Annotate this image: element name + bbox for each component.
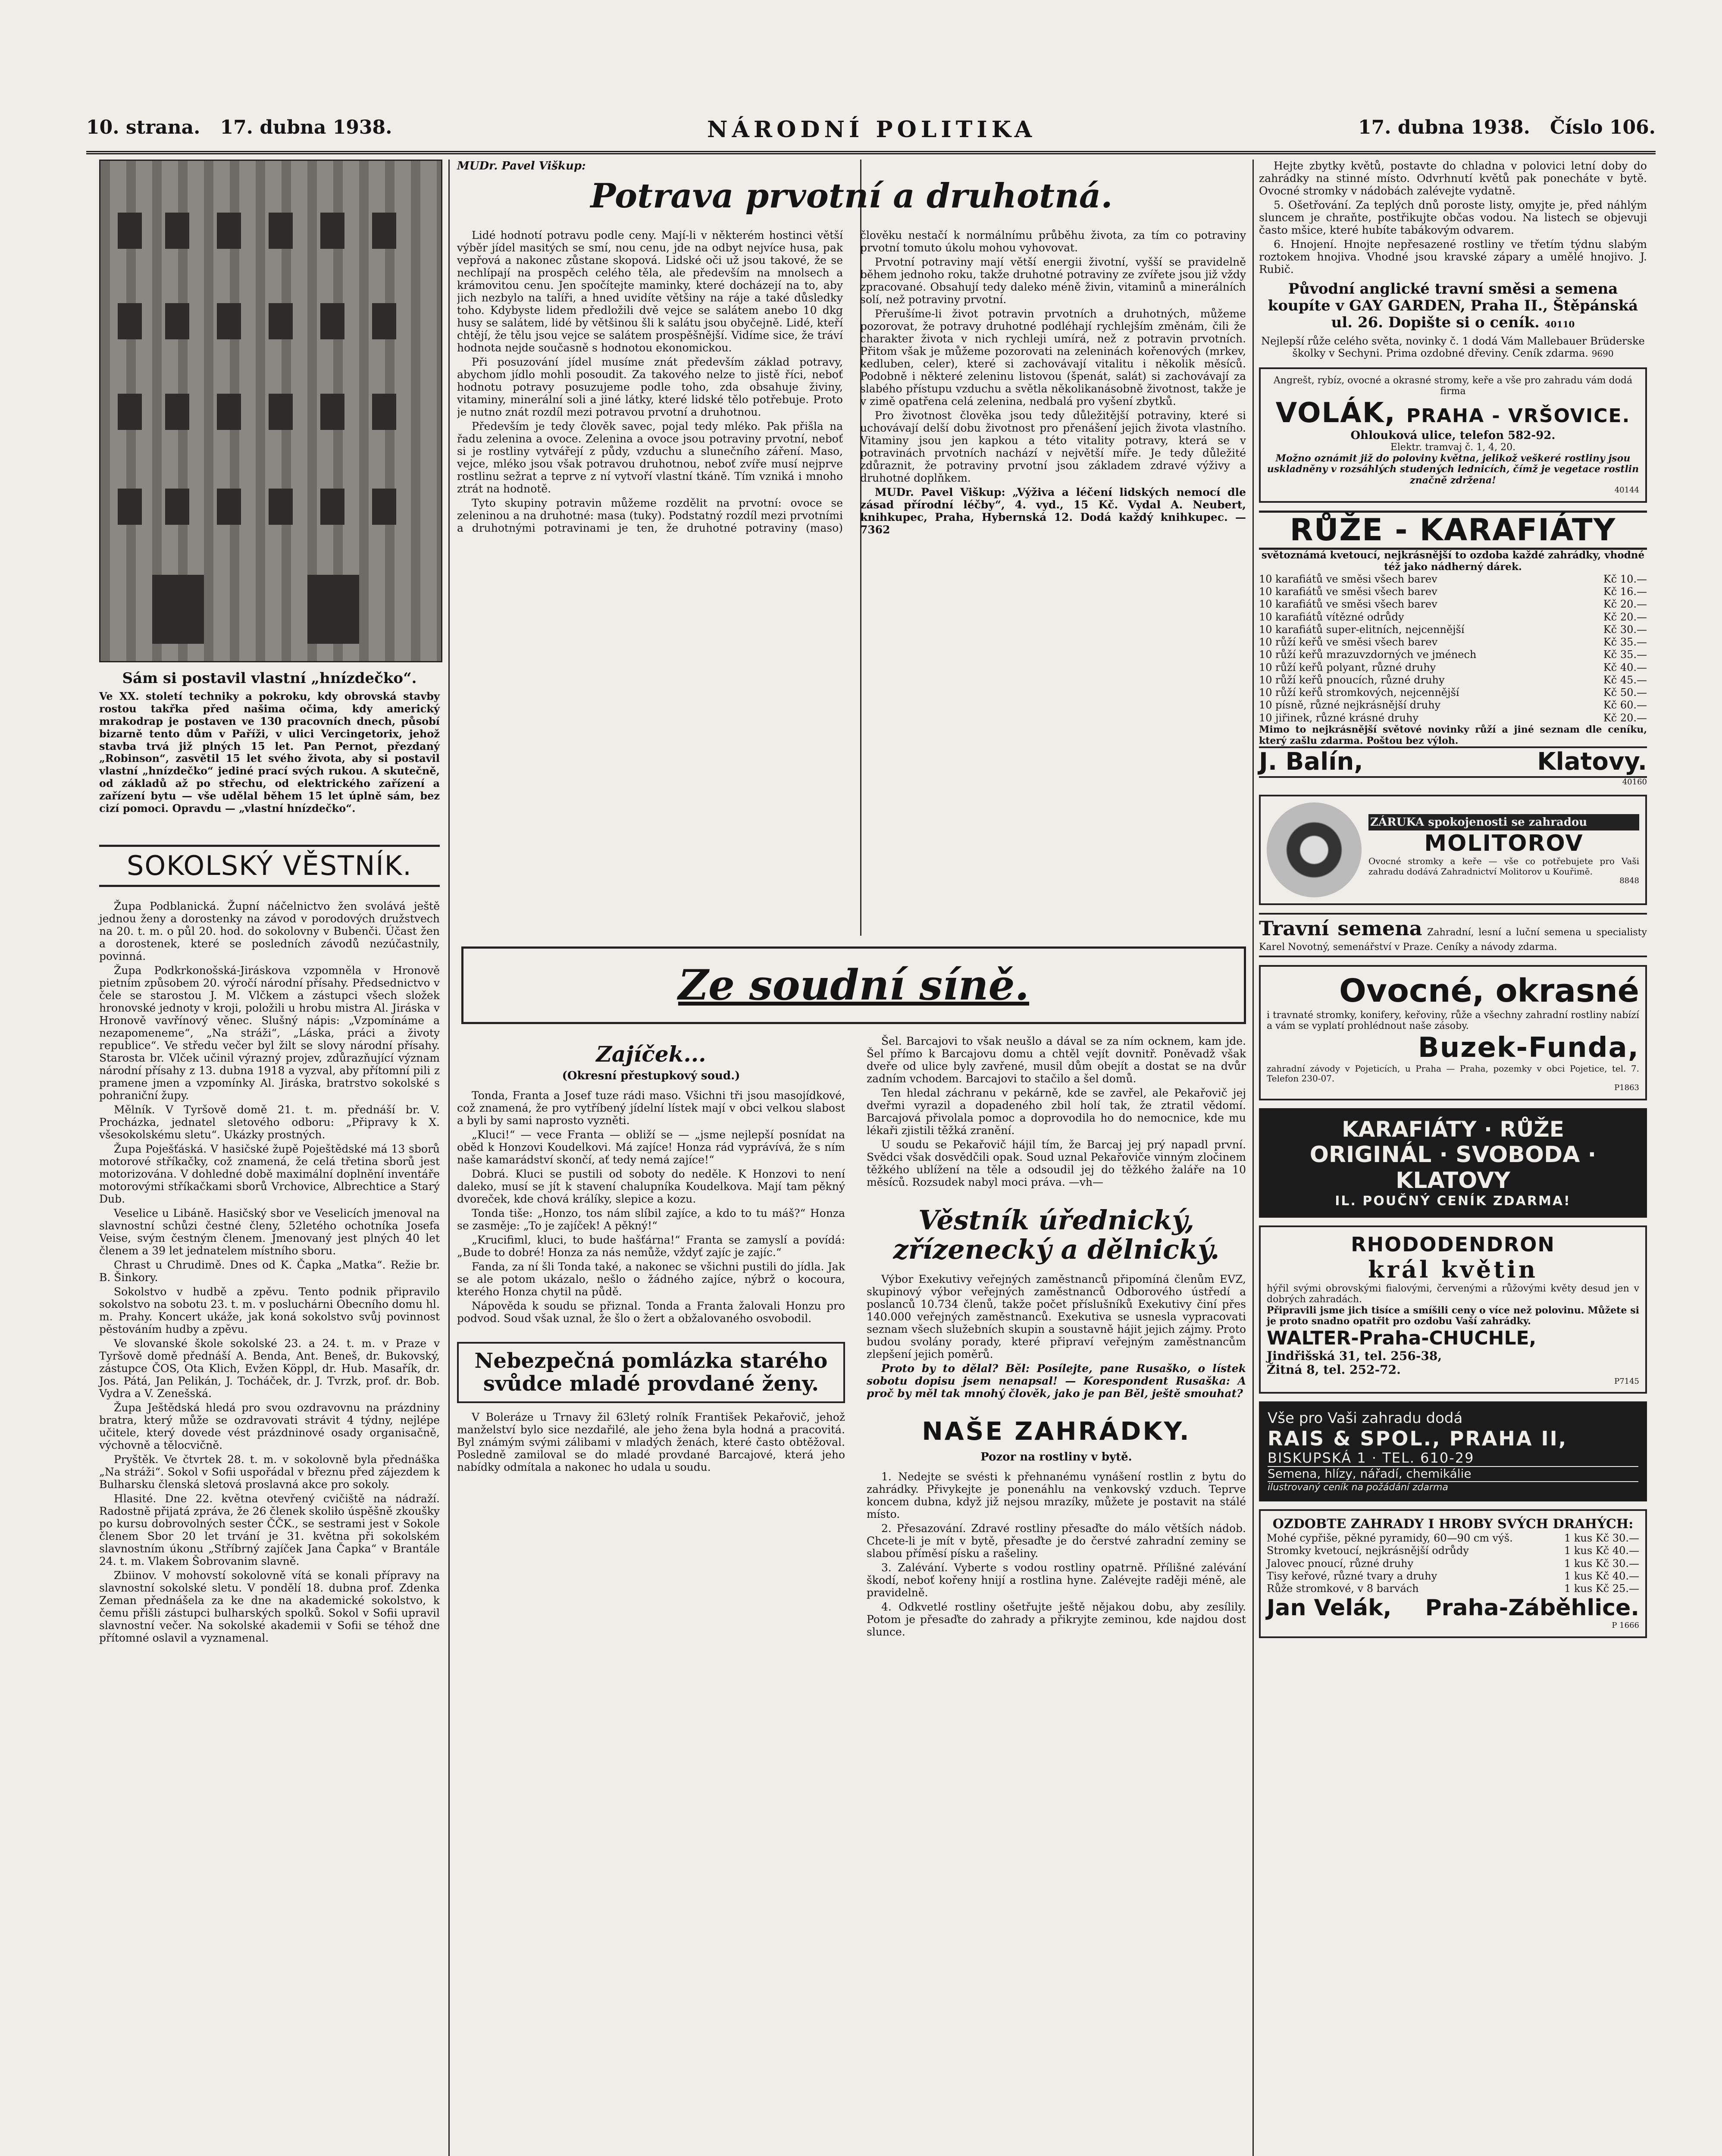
sokol-paragraph: Veselice u Libáně. Hasičský sbor ve Veselicích jmenoval na slavnostní schůzi čestné členy, 52letého ochotníka Josefa Veise, svým čestným členem. Jmenovaný jest plných 40 let členem a 39 let jednatelem místního sboru. bbox=[99, 1207, 440, 1257]
ad-balin-name: J. Balín, bbox=[1259, 748, 1363, 776]
velak-price-row bbox=[1267, 1583, 1639, 1595]
sokol-paragraph: Župa Podblanická. Župní náčelnictvo žen svolává ještě jednou ženy a dorostenky na závod v porodových družstvech na 20. t. m. o půl 20. hod. do sokolovny v Bubenči. Účast žen a dorostenek, které se posledních závodů nezúčastnily, povinná. bbox=[99, 900, 440, 963]
article-paragraph: Při posuzování jídel musíme znát především základ potravy, abychom jídlo mohli posoudit. Za takového nelze to jistě říci, neboť hodnotu potravy posuzujeme podle toho, zda obsahuje živiny, vitaminy, minerální soli a jiné látky, které lidské tělo potřebuje. Proto je nutno znát rozdíl mezi potravou prvotní a druhotnou. bbox=[457, 355, 843, 418]
ruze-price-row-label: 10 růží keřů pnoucích, různé druhy bbox=[1259, 674, 1445, 686]
ad-volak-intro: Angrešt, rybíz, ovocné a okrasné stromy, keře a vše pro zahradu vám dodá firma bbox=[1273, 375, 1633, 397]
velak-price-row-price: 1 kus Kč 40.— bbox=[1564, 1545, 1639, 1557]
ad-ruze-footer: Mimo to nejkrásnější světové novinky růží a jiné seznam dle ceníku, který zašlu zdarma. Poštou bez výloh. bbox=[1259, 724, 1647, 746]
masthead: NÁRODNÍ POLITIKA bbox=[707, 116, 1036, 143]
ad-ruze-subtitle: světoznámá kvetoucí, nejkrásnější to ozdoba každé zahrádky, vhodné též jako nádherný dárek. bbox=[1261, 549, 1645, 573]
column-divider bbox=[448, 160, 450, 2156]
ad-velak-name-line bbox=[1267, 1595, 1639, 1621]
sokol-paragraph: Župa Ještědská hledá pro svou ozdravovnu na prázdniny bratra, který může se ozdravovati strávit 4 týdny, nejlépe učitele, který dovede vést prázdninové osady organisačně, výchovně a tělocvičně. bbox=[99, 1401, 440, 1452]
ruze-price-row bbox=[1259, 661, 1647, 674]
sokol-paragraph: Hlasité. Dne 22. května otevřený cvičiště na nádraží. Radostně přijatá zpráva, že 26 členek skoliło úspěšně zkoušky po kursu dobrovolných sester ČČK., se sestrami jest v Sokole členem Sbor 20 let trvání je 31. května při sokolském slavnostním úkonu „Stříbrný zajíček Jana Čapka“ v Brantále 24. t. m. Vlakem Šobrovanim slavně. bbox=[99, 1492, 440, 1568]
ruze-price-row bbox=[1259, 598, 1647, 611]
garden-item: 3. Zalévání. Vyberte s vodou rostliny opatrně. Přílišné zalévání škodí, neboť kořeny hnijí a rostlina hyne. Zalévejte raději méně, ale pravidelně. bbox=[867, 1561, 1246, 1599]
ad-velak-name: Jan Velák, bbox=[1267, 1595, 1392, 1621]
ad-balin bbox=[1259, 746, 1647, 778]
ruze-price-row-label: 10 písně, různé nejkrásnější druhy bbox=[1259, 699, 1441, 711]
court-paragraph: Fanda, za ní šli Tonda také, a nakonec se všichni pustili do jídla. Jak se ale potom ukázalo, nešlo o žádného zajíce, nýbrž o kocoura, kterého Honza chytil na půdě. bbox=[457, 1260, 845, 1298]
page-header bbox=[86, 116, 1656, 151]
ad-walter-id: P7145 bbox=[1614, 1376, 1639, 1386]
sokol-paragraph: Ve slovanské škole sokolské 23. a 24. t. m. v Praze v Tyršově domě přednáší A. Benda, Ant. Beneš, dr. Bukovský, zástupce ČOS, Ota Klich, Evžen Köppl, dr. Hub. Masařík, dr. Jos. Pátá, Jan Pelikán, J. Tocháček, dr. J. Tvrzk, prof. dr. Bob. Vydra a V. Zenešská. bbox=[99, 1337, 440, 1400]
ruze-price-row bbox=[1259, 573, 1647, 586]
ruze-price-row-price: Kč 10.— bbox=[1603, 573, 1647, 585]
ad-buzek-text: zahradní závody v Pojeticích, u Praha — Praha, pozemky v obci Pojetice, tel. 7. Telefon 230-07. bbox=[1267, 1063, 1639, 1084]
ad-velak-pricelist bbox=[1267, 1532, 1639, 1595]
sokol-paragraph: Mělník. V Tyršově domě 21. t. m. přednáší br. V. Procházka, jednatel sletového odboru: „Připravy k X. všesokolskému sletu“. Ukázky prostných. bbox=[99, 1103, 440, 1141]
ad-travni-title: Travní semena bbox=[1259, 916, 1422, 940]
page-number bbox=[86, 116, 392, 138]
ad-rhodo-text: hýřil svými obrovskými fialovými, červenými a růžovými květy desud jen v dobrých zahradách. bbox=[1267, 1283, 1639, 1305]
ad-rais bbox=[1259, 1401, 1647, 1501]
ad-rhodo-subtitle: král květin bbox=[1368, 1255, 1538, 1283]
ad-molitorov-id: 8848 bbox=[1619, 876, 1639, 885]
ruze-price-row-price: Kč 20.— bbox=[1603, 711, 1647, 724]
ruze-price-row-price: Kč 60.— bbox=[1603, 699, 1647, 711]
date-right: 17. dubna 1938. bbox=[1358, 116, 1530, 138]
ruze-price-row-label: 10 růží keřů ve směsi všech barev bbox=[1259, 636, 1438, 649]
ad-rhodo-title: RHODODENDRON bbox=[1351, 1232, 1555, 1256]
photo-caption-text: Ve XX. století techniky a pokroku, kdy obrovská stavby rostou takřka před našima očima, kdy americký mrakodrap je postaven ve 130 pracovních dnech, působí bizarně tento dům v Paříži, v ulici Vercingetorix, jehož stavba trvá již plných 15 let. Pan Pernot, přezdaný „Robinson“, zasvětil 15 let svého života, aby si postavil vlastní „hnízdečko“ jediné prací svých rukou. A skutečně, od základů až po střechu, od elektrického zařízení a zařízení bytu — vše udělal během 15 let úplně sám, bez cizí pomoci. Opravdu — „vlastní hnízdečko“. bbox=[99, 690, 440, 815]
court-paragraph: Tonda, Franta a Josef tuze rádi maso. Všichni tři jsou masojídkové, což znamená, že pro vytříbený jídelní lístek mají v obci velkou slabost a byli by sami naprosto vyzněti. bbox=[457, 1089, 845, 1127]
ruze-price-row-label: 10 karafiátů ve směsi všech barev bbox=[1259, 586, 1437, 598]
ruze-price-row-price: Kč 50.— bbox=[1603, 686, 1647, 699]
sokol-paragraph: Sokolstvo v hudbě a zpěvu. Tento podnik připravilo sokolstvo na sobotu 23. t. m. v posluchárni Obecního domu hl. m. Prahy. Koncert ukáže, jak koná sokolstvo svůj povinnost pěstováním hudby a zpěvu. bbox=[99, 1285, 440, 1336]
ruze-price-row-label: 10 karafiátů ve směsi všech barev bbox=[1259, 573, 1437, 585]
header-right bbox=[1358, 116, 1656, 138]
ruze-price-row-price: Kč 20.— bbox=[1603, 611, 1647, 623]
ad-balin-id: 40160 bbox=[1622, 777, 1647, 787]
ruze-price-row-price: Kč 30.— bbox=[1603, 623, 1647, 636]
house-photo bbox=[99, 160, 442, 662]
column-4-ads bbox=[1259, 160, 1647, 1646]
ruze-price-row bbox=[1259, 624, 1647, 636]
ad-buzek-name: Buzek-Funda, bbox=[1418, 1031, 1639, 1064]
court-continuation: Šel. Barcajovi to však neušlo a dával se za ním ocknem, kam jde. Šel přímo k Barcajovu domu a chtěl vejít dovnitř. Poněvadž však dveře od ulice byly zavřené, musil dům obejít a dostat se na dvůr zadním vchodem. Barcajovi to stačilo a šel domů. bbox=[867, 1035, 1246, 1085]
velak-price-row-price: 1 kus Kč 30.— bbox=[1564, 1532, 1639, 1545]
article-paragraph: Prvotní potraviny mají větší energii životní, vyšší se pravidelně během jednoho roku, takže druhotné potraviny ze zvířete jsou již vždy zpracované. Obsahují tedy daleko méně živin, vitaminů a minerálních solí, než potraviny prvotní. bbox=[860, 255, 1246, 306]
ad-rais-line3: BISKUPSKÁ 1 · TEL. 610-29 bbox=[1268, 1450, 1475, 1467]
ruze-price-row bbox=[1259, 674, 1647, 686]
ad-buzek-funda bbox=[1259, 965, 1647, 1100]
velak-price-row-label: Růže stromkové, v 8 barvách bbox=[1267, 1583, 1419, 1595]
ruze-price-row-label: 10 růží keřů polyant, různé druhy bbox=[1259, 661, 1436, 674]
ad-rais-line4: Semena, hlízy, nářadí, chemikálie bbox=[1268, 1466, 1638, 1482]
ad-balin-city: Klatovy. bbox=[1537, 748, 1647, 776]
pomlazka-text: V Boleráze u Trnavy žil 63letý rolník František Pekařovič, jehož manželství bylo sice nezdařilé, ale jeho žena byla hodná a pracovitá. Byl známým svými zálibami v mladých ženách, které často obtěžoval. Posledně zamiloval se do mladé provdané Barcajové, která jeho nabídky odmítala a nakonec ho udala u soudu. bbox=[457, 1410, 845, 1473]
article-paragraph: Lidé hodnotí potravu podle ceny. Mají-li v některém hostinci větší výběr jídel masitých se smí, nou cenu, jde na odbyt nejvíce husa, pak vepřová a nakonec zůstane skopová. Lidské oči už jsou takové, že se nechlípají na prospěch celého těla, ale především na mnolsech a krámovitou cenu. Jen spočítejte maminky, které docházejí na to, aby jich nezbylo na talíři, a hned uvidíte většiny na ráje a také důsledky toho. Kdybyste lidem předložili dvě vejce se salátem anebo 10 dkg husy se salátem, lidé by většinou šli k salátu jsou obyčejně. Lidé, kteří chtějí, že tělu jsou vejce se salátem prospěšnější. Vidíme sice, že tráví hodnota nejde současně s hodnotou ekonomickou. bbox=[457, 229, 843, 354]
ad-gay-title: Původní anglické travní směsi a semena koupíte v GAY GARDEN, Praha II., Štěpánská ul. 26. Dopište si o ceník. bbox=[1268, 280, 1638, 332]
ruze-price-row-price: Kč 16.— bbox=[1603, 586, 1647, 598]
article-paragraph: Tyto skupiny potravin můžeme rozdělit na prvotní: ovoce se zeleninou a na druhotné: masa (tuky). Podstatný rozdíl mezi prvotními a druhotnými potravinami je ten, že druhotné potraviny (maso) člověku nestačí k normálnímu průběhu života, za tím co potraviny prvotní tomuto úkolu mohou vyhovovat. bbox=[457, 229, 1246, 534]
ad-rais-line1: Vše pro Vaši zahradu dodá bbox=[1268, 1410, 1463, 1427]
photo-caption-title: Sám si postavil vlastní „hnízdečko“. bbox=[122, 670, 417, 687]
ad-volak-note: Možno oznámit již do poloviny května, jelikož veškeré rostliny jsou uskladněny v rozsáhlých studených lednicích, čímž je vegetace rostlin značně zdržena! bbox=[1267, 452, 1639, 486]
sokol-paragraph: Chrast u Chrudimě. Dnes od K. Čapka „Matka“. Režie br. B. Šinkory. bbox=[99, 1259, 440, 1284]
court-heading: Ze soudní síně. bbox=[678, 961, 1030, 1009]
nase-zahradky-heading: NAŠE ZAHRÁDKY. bbox=[922, 1416, 1191, 1446]
book-note: MUDr. Pavel Viškup: „Výživa a léčení lidských nemocí dle zásad přírodní léčby“, 4. vyd., 15 Kč. Vydal A. Neubert, knihkupec, Praha, Hybernská 12. Dodá každý knihkupec. —7362 bbox=[860, 486, 1246, 536]
ad-svoboda-klatovy bbox=[1259, 1108, 1647, 1217]
ad-velak-id: P 1666 bbox=[1612, 1620, 1639, 1630]
ad-ruze-karafiaty bbox=[1259, 511, 1647, 787]
column-1 bbox=[99, 160, 440, 1646]
ruze-price-row-price: Kč 35.— bbox=[1603, 649, 1647, 661]
article-potrava bbox=[457, 160, 1246, 936]
article-paragraph: Především je tedy člověk savec, pojal tedy mléko. Pak přišla na řadu zelenina a ovoce. Zelenina a ovoce jsou potraviny prvotní, neboť si je rostliny vytvářejí z půdy, vzduchu a slunečního záření. Maso, vejce, mléko jsou však potravou druhotnou, neboť zvíře musí nejprve rostlinu sežrat a teprve z ní vytvoří vlastní tkáně. Tím vzniká i mnoho ztrát na hodnotě. bbox=[457, 420, 843, 495]
rose-image bbox=[1267, 802, 1362, 897]
court-title: Zajíček... bbox=[596, 1041, 706, 1067]
garden-item: 1. Nedejte se svésti k přehnanému vynášení rostlin z bytu do zahrádky. Přivykejte je ponenáhlu na venkovský vzduch. Teprve koncem dubna, když již nejsou mrazíky, můžete je postavit na stálé místo. bbox=[867, 1470, 1246, 1520]
ad-volak-name-line: VOLÁK, PRAHA - VRŠOVICE. bbox=[1275, 397, 1631, 429]
column-divider bbox=[1252, 160, 1254, 2156]
ad-rais-line2: RAIS & SPOL., PRAHA II, bbox=[1268, 1426, 1568, 1450]
ruze-price-row bbox=[1259, 636, 1647, 649]
ruze-price-row bbox=[1259, 686, 1647, 699]
ruze-price-row-price: Kč 35.— bbox=[1603, 636, 1647, 649]
sokol-paragraph: Župa Poješťáská. V hasičské župě Poještědské má 13 sborů motorové stříkačky, což znamená, že celá třetina sborů jest motorizována. V dohledné době maximální doplnění inventáře motorovými stříkačkami sborů Vrchovice, Albrechtice a Starý Dub. bbox=[99, 1143, 440, 1206]
ad-gay-garden bbox=[1259, 281, 1647, 331]
ad-volak-address: Ohlouková ulice, telefon 582-92. bbox=[1350, 429, 1556, 442]
sokol-paragraph: Župa Podkrkonošská-Jiráskova vzpomněla v Hronově pietním způsobem 20. výročí národní přísahy. Předsednictvo v čele se starostou J. M. Vlčkem a zástupci všech složek hronovské jednoty v kroji, položili u hrobu mistra Al. Jiráska v Hronově vavřínový věnec. Slušný nápis: „Vzpomínáme a nezapomeneme“, „Na stráži“, „Láska, práci a životy republice“. Ve středu večer byl žilt se slovy národní přísahy. Starosta br. Vlček učinil výrazný projev, zdůrazňující význam národní přísahy z 13. dubna 1918 a vyzval, aby přítomní pili z pramene jmen a vzpomínky Al. Jiráska, bratrstvo sokolské s pohraniční župy. bbox=[99, 964, 440, 1102]
ruze-price-row-label: 10 karafiátů vítězné odrůdy bbox=[1259, 611, 1404, 623]
ruze-price-row-label: 10 růží keřů mrazuvzdorných ve jménech bbox=[1259, 649, 1477, 661]
column-3 bbox=[867, 1035, 1246, 1640]
sokol-paragraph: Pryštěk. Ve čtvrtek 28. t. m. v sokolovně byla přednáška „Na stráži“. Sokol v Sofii uspořádal v březnu před zájezdem k Bulharsku členská sletová proslavná akce pro sokoly. bbox=[99, 1453, 440, 1491]
ruze-price-row bbox=[1259, 699, 1647, 711]
garden-continuation: Hejte zbytky květů, postavte do chladna v polovici letní doby do zahrádky na stinné místo. Odvrhnutí květů pak ponecháte v bytě. Ovocné stromky v nádobách zalévejte vydatně. bbox=[1259, 160, 1647, 197]
ad-sechyne-id: 9690 bbox=[1591, 348, 1614, 359]
ad-ovocne-title: Ovocné, okrasné bbox=[1339, 972, 1639, 1009]
velak-price-row-price: 1 kus Kč 40.— bbox=[1564, 1570, 1639, 1582]
velak-price-row bbox=[1267, 1545, 1639, 1557]
ad-walter-address: Jindřišská 31, tel. 256-38, bbox=[1267, 1348, 1442, 1363]
ad-ovocne-text: i travnaté stromky, konifery, keřoviny, růže a všechny zahradní rostliny nabízí a vám se vyplatí prohlédnout naše zásoby. bbox=[1267, 1009, 1639, 1032]
vestnik-text: Výbor Exekutivy veřejných zaměstnanců připomíná členům EVZ, skupinový výbor veřejných zaměstnanců Odborového ústředí a poslanců 10.734 členů, takže počet příslušníků Exekutivy činí přes 140.000 veřejných zaměstnanců. Exekutiva se usnesla vypracovati seznam všech služebních skupin a soustavně hájit jejich zájmy. Proto budou svolány porady, které připraví veřejným zaměstnancům zlepšení jejich poměrů. bbox=[867, 1273, 1246, 1361]
ruze-price-row bbox=[1259, 586, 1647, 598]
ad-travni-text: Zahradní, lesní a luční semena u specialisty Karel Novotný, semenářství v Praze. Ceníky a návody zdarma. bbox=[1259, 927, 1647, 953]
velak-price-row bbox=[1267, 1570, 1639, 1583]
court-subtitle: (Okresní přestupkový soud.) bbox=[562, 1069, 740, 1082]
vestnik-heading: Věstník úřednický, zřízenecký a dělnický. bbox=[893, 1204, 1220, 1266]
court-paragraph: Nápověda k soudu se přiznal. Tonda a Franta žalovali Honzu pro podvod. Soud však uznal, že šlo o žert a obžalovaného osvobodil. bbox=[457, 1300, 845, 1325]
ad-ruze-pricelist bbox=[1259, 573, 1647, 724]
ruze-price-row bbox=[1259, 712, 1647, 724]
ad-walter-name: WALTER-Praha-CHUCHLE, bbox=[1267, 1327, 1537, 1349]
garden-item: 5. Ošetřování. Za teplých dnů poroste listy, omyjte je, před náhlým sluncem je chraňte, postřikujte občas vodou. Na listech se objevuji často mšice, které hubíte tabákovým odvarem. bbox=[1259, 199, 1647, 236]
article-title: Potrava prvotní a druhotná. bbox=[590, 176, 1113, 216]
ruze-price-row bbox=[1259, 649, 1647, 661]
ad-rhododendron bbox=[1259, 1225, 1647, 1394]
ad-molitorov-text: Ovocné stromky a keře — vše co potřebujete pro Vaši zahradu dodává Zahradnictví Molitorov u Kouřimě. bbox=[1368, 856, 1639, 877]
contact-note: Proto by to dělal? Běl: Posílejte, pane Rusaško, o lístek sobotu dopisu jsem nenapsal! — Korespondent Rusaška: A proč by měl tak mnohý člověk, jako je pan Běl, ještě smouhat? bbox=[867, 1362, 1246, 1400]
velak-price-row bbox=[1267, 1532, 1639, 1545]
court-continuation: U soudu se Pekařovič hájil tím, že Barcaj jej prý napadl první. Svědci však dosvědčili opak. Soud uznal Pekařoviče vinným zločinem těžkého ublížení na těle a odsoudil jej do těžkého žaláře na 10 měsíců. Rozsudek nabyl moci práva. —vh— bbox=[867, 1138, 1246, 1188]
ad-sechyne bbox=[1259, 335, 1647, 360]
page-label: 10. strana. bbox=[86, 116, 200, 138]
ad-buzek-id: P1863 bbox=[1614, 1083, 1639, 1093]
ad-velak bbox=[1259, 1509, 1647, 1638]
date-left: 17. dubna 1938. bbox=[220, 116, 392, 138]
sokol-paragraph: Zbiinov. V mohovstí sokolovně vítá se konali přípravy na slavnostní sokolské sletu. V pondělí 18. dubna prof. Zdenka Zeman přednášela za ke dne na akademické sokolstvo, k čemu přišli zástupci bulharských spolků. Sokol v Sofii upravil slavnostní večer. Na sokolské akademii v Sofii se téhož dne přítomné oslavil a vyznamenal. bbox=[99, 1569, 440, 1645]
ruze-price-row-label: 10 karafiátů super-elitních, nejcennější bbox=[1259, 623, 1465, 636]
ad-klatovy-line3: IL. POUČNÝ CENÍK ZDARMA! bbox=[1335, 1193, 1571, 1209]
velak-price-row bbox=[1267, 1557, 1639, 1570]
ad-volak bbox=[1259, 367, 1647, 503]
article-body bbox=[457, 229, 1246, 936]
ruze-price-row-price: Kč 45.— bbox=[1603, 674, 1647, 686]
ad-volak-tram: Elektr. tramvaj č. 1, 4, 20. bbox=[1390, 442, 1516, 453]
ad-molitorov bbox=[1259, 795, 1647, 905]
ad-volak-id: 40144 bbox=[1614, 486, 1639, 495]
ruze-price-row-label: 10 jiřinek, různé krásné druhy bbox=[1259, 711, 1418, 724]
sokolsky-vestnik-heading: SOKOLSKÝ VĚSTNÍK. bbox=[99, 845, 440, 887]
ruze-price-row-label: 10 karafiátů ve směsi všech barev bbox=[1259, 598, 1437, 611]
pomlazka-title: Nebezpečná pomlázka starého svůdce mladé provdané ženy. bbox=[474, 1349, 828, 1396]
velak-price-row-label: Stromky kvetoucí, nejkrásnější odrůdy bbox=[1267, 1545, 1469, 1557]
issue-number: Číslo 106. bbox=[1550, 116, 1656, 138]
garden-item: 2. Přesazování. Zdravé rostliny přesaďte do málo větších nádob. Chcete-li je mít v bytě, přesaďte je do čerstvé zahradní zeminy se slabou příměsí písku a rašeliny. bbox=[867, 1522, 1246, 1560]
pomlazka-box bbox=[457, 1342, 845, 1403]
court-paragraph: „Krucifiml, kluci, to bude hašťárna!“ Franta se zamyslí a povídá: „Bude to dobré! Honza za nás nemůže, vždyť zajíc je zajíc.“ bbox=[457, 1234, 845, 1259]
article-paragraph: Přerušíme-li život potravin prvotních a druhotných, můžeme pozorovat, že potravy druhotné podléhají rychlejším změnám, čili že charakter života v nich rychleji umírá, než z potravin prvotních. Přitom však je můžeme pozorovati na zeleninách kořenových (mrkev, kedluben, celer), které si zachovávají vitalitu i několik měsíců. Podobně i některé zeleninu listovou (špenát, salát) si zachovávají za slabého přístupu vzduchu a světla několikanásobně životnost, takže je v zimě opatřena celá zelenina, nedbalá pro vyšení zbytků. bbox=[860, 307, 1246, 407]
garden-item: 4. Odkvetlé rostliny ošetřujte ještě nějakou dobu, aby zesílily. Potom je přesaďte do zahrady a přikryjte zeminou, kde najdou dost slunce. bbox=[867, 1600, 1246, 1638]
court-continuation: Ten hledal záchranu v pekárně, kde se zavřel, ale Pekařovič jej dveřmi vyrazil a dopadeného zbil holí tak, že ztratil vědomí. Barcajová přivolala pomoc a doprovodila ho do nemocnice, kde mu lékaři zjistili těžká zranění. bbox=[867, 1087, 1246, 1137]
ad-volak-city: PRAHA - VRŠOVICE. bbox=[1406, 404, 1631, 427]
velak-price-row-price: 1 kus Kč 25.— bbox=[1564, 1583, 1639, 1595]
ad-klatovy-line1: KARAFIÁTY · RŮŽE bbox=[1342, 1117, 1564, 1142]
ad-travni-semena bbox=[1259, 913, 1647, 957]
article-byline: MUDr. Pavel Viškup: bbox=[457, 160, 586, 172]
ad-volak-name: VOLÁK bbox=[1275, 397, 1385, 429]
ad-walter-address-2: Žitná 8, tel. 252-72. bbox=[1267, 1363, 1401, 1377]
ad-molitorov-title: ZÁRUKA spokojenosti se zahradou bbox=[1368, 814, 1639, 830]
ad-ruze-title: RŮŽE - KARAFIÁTY bbox=[1259, 511, 1647, 550]
court-column bbox=[457, 1035, 845, 1475]
ruze-price-row bbox=[1259, 611, 1647, 624]
ad-rais-line5: ilustrovaný ceník na požádání zdarma bbox=[1268, 1482, 1448, 1493]
article-paragraph: Pro životnost člověka jsou tedy důležitější potraviny, které si uchovávají delší dobu životnost pro přenášení jejich života vlastního. Vitaminy jsou jen kapkou a této vitality potravy, která se v potravinách prvotních nachází v největší míře. Je tedy důležité zdůraznit, že potraviny prvotní jsou základem zdravé výživy a druhotné doplňkem. bbox=[860, 409, 1246, 484]
ad-molitorov-name: MOLITOROV bbox=[1424, 830, 1584, 857]
nase-zahradky-subtitle: Pozor na rostliny v bytě. bbox=[980, 1450, 1132, 1463]
ad-velak-title: OZDOBTE ZAHRADY I HROBY SVÝCH DRAHÝCH: bbox=[1272, 1517, 1634, 1532]
ad-gay-id: 40110 bbox=[1544, 319, 1575, 330]
court-section-banner bbox=[461, 946, 1246, 1024]
court-paragraph: Tonda tiše: „Honzo, tos nám slíbil zajíce, a kdo to tu máš?“ Honza se zasměje: „To je zajíček! A pěkný!“ bbox=[457, 1207, 845, 1232]
ruze-price-row-label: 10 růží keřů stromkových, nejcennější bbox=[1259, 686, 1459, 699]
velak-price-row-label: Tisy keřové, různé tvary a druhy bbox=[1267, 1570, 1437, 1582]
ad-sechyne-text: Nejlepší růže celého světa, novinky č. 1 dodá Vám Mallebauer Brüderske školky v Sechyni. Prima ozdobné dřeviny. Ceník zdarma. bbox=[1261, 335, 1645, 360]
garden-item: 6. Hnojení. Hnojte nepřesazené rostliny ve třetím týdnu slabým roztokem hnojiva. Vhodné jsou kravské zápary a umělé hnojivo. J. Rubič. bbox=[1259, 238, 1647, 276]
ad-velak-city: Praha-Záběhlice. bbox=[1425, 1595, 1639, 1621]
court-paragraph: Dobrá. Kluci se pustili od soboty do neděle. K Honzovi to není daleko, musí se jít k stavení chalupníka Koudelkova. Mají tam pěkný dvoreček, kde chová králíky, slepice a kozu. bbox=[457, 1168, 845, 1206]
ad-klatovy-line2: ORIGINÁL · SVOBODA · KLATOVY bbox=[1309, 1142, 1597, 1194]
ruze-price-row-price: Kč 20.— bbox=[1603, 598, 1647, 611]
velak-price-row-label: Mohé cypřiše, pěkné pyramidy, 60—90 cm výš. bbox=[1267, 1532, 1513, 1545]
header-rule bbox=[86, 151, 1656, 154]
velak-price-row-price: 1 kus Kč 30.— bbox=[1564, 1557, 1639, 1570]
court-paragraph: „Kluci!“ — vece Franta — obliží se — „jsme nejlepší posnídat na oběd k Honzovi Koudelkovi. Má zajíce! Honza rád vyprávívá, že s ním naše kamarádství skončí, ať tedy nemá zajíce!“ bbox=[457, 1128, 845, 1166]
velak-price-row-label: Jalovec pnoucí, různé druhy bbox=[1267, 1557, 1414, 1570]
ad-rhodo-body: Připravili jsme jich tisíce a smíšili ceny o více než polovinu. Můžete si je proto snadno opatřit pro ozdobu Vaší zahrádky. bbox=[1267, 1304, 1639, 1327]
ruze-price-row-price: Kč 40.— bbox=[1603, 661, 1647, 674]
